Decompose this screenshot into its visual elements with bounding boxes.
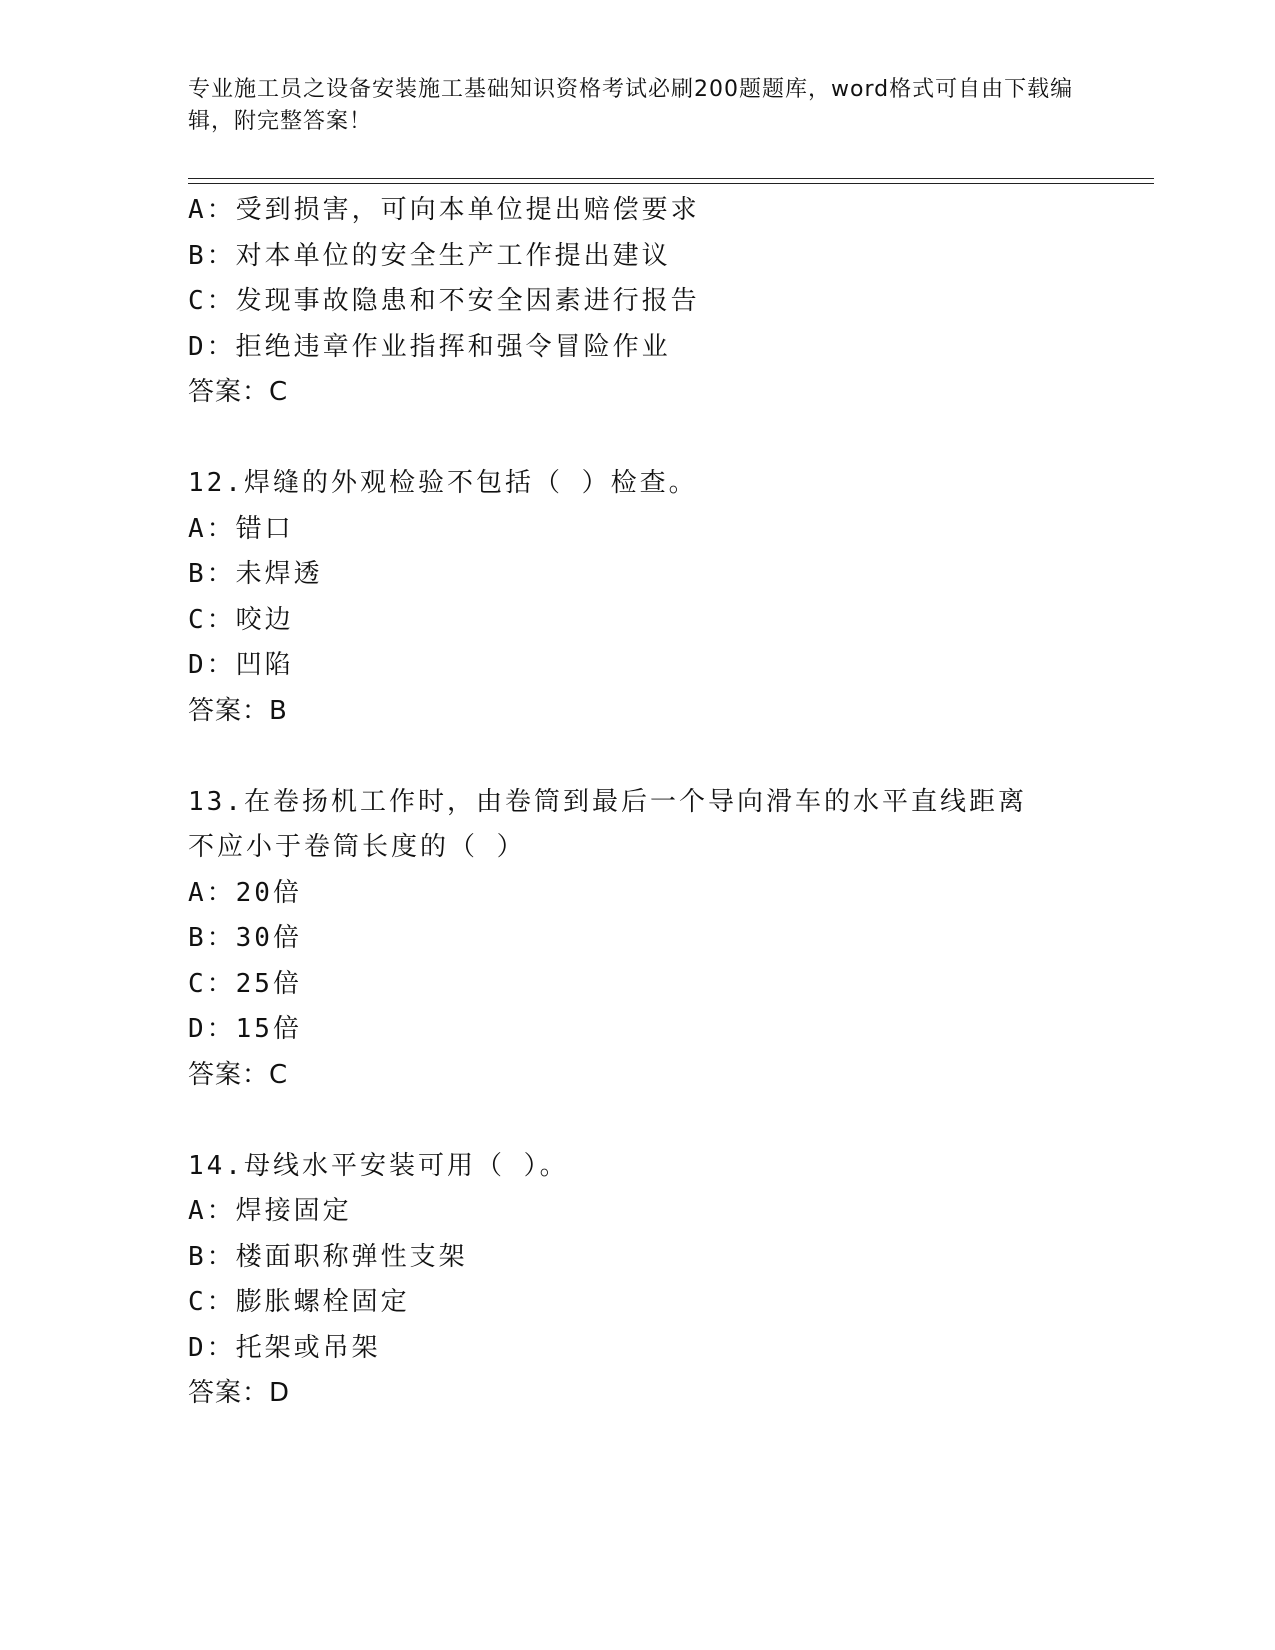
spacer [188, 734, 1154, 780]
option-a: A：受到损害，可向本单位提出赔偿要求 [188, 195, 700, 225]
option-d: D：托架或吊架 [188, 1332, 381, 1363]
answer-line: 答案：D [188, 1378, 291, 1408]
question-stem: 12.焊缝的外观检验不包括（ ）检查。 [188, 468, 698, 498]
option-b: B：对本单位的安全生产工作提出建议 [188, 240, 671, 271]
option-a: A：焊接固定 [188, 1196, 352, 1226]
option-b: B：楼面职称弹性支架 [188, 1241, 468, 1272]
answer-line: 答案：B [188, 695, 288, 726]
question-list [188, 188, 1154, 1417]
option-b: B：30倍 [188, 923, 302, 953]
question-13 [188, 780, 1154, 1099]
question-stem: 13.在卷扬机工作时，由卷筒到最后一个导向滑车的水平直线距离不应小于卷筒长度的（ ） [188, 786, 1027, 862]
option-d: D：15倍 [188, 1014, 302, 1044]
option-d: D：拒绝违章作业指挥和强令冒险作业 [188, 331, 671, 362]
option-b: B：未焊透 [188, 559, 323, 589]
header-divider-bottom [188, 183, 1154, 184]
answer-line: 答案：C [188, 1059, 289, 1090]
document-header: 专业施工员之设备安装施工基础知识资格考试必刷200题题库，word格式可自由下载编辑，附完整答案！ [188, 77, 1074, 134]
option-a: A：错口 [188, 513, 294, 544]
option-d: D：凹陷 [188, 650, 294, 680]
option-c: C：发现事故隐患和不安全因素进行报告 [188, 286, 700, 316]
answer-line: 答案：C [188, 377, 289, 407]
question-12 [188, 461, 1154, 734]
option-c: C：膨胀螺栓固定 [188, 1287, 410, 1317]
option-c: C：咬边 [188, 604, 294, 635]
option-c: C：25倍 [188, 968, 302, 999]
spacer [188, 1098, 1154, 1144]
header-divider-top [188, 178, 1154, 179]
question-stem: 14.母线水平安装可用（ ）。 [188, 1150, 569, 1181]
question-partial [188, 188, 1154, 416]
spacer [188, 416, 1154, 462]
question-14 [188, 1144, 1154, 1417]
option-a: A：20倍 [188, 877, 302, 908]
